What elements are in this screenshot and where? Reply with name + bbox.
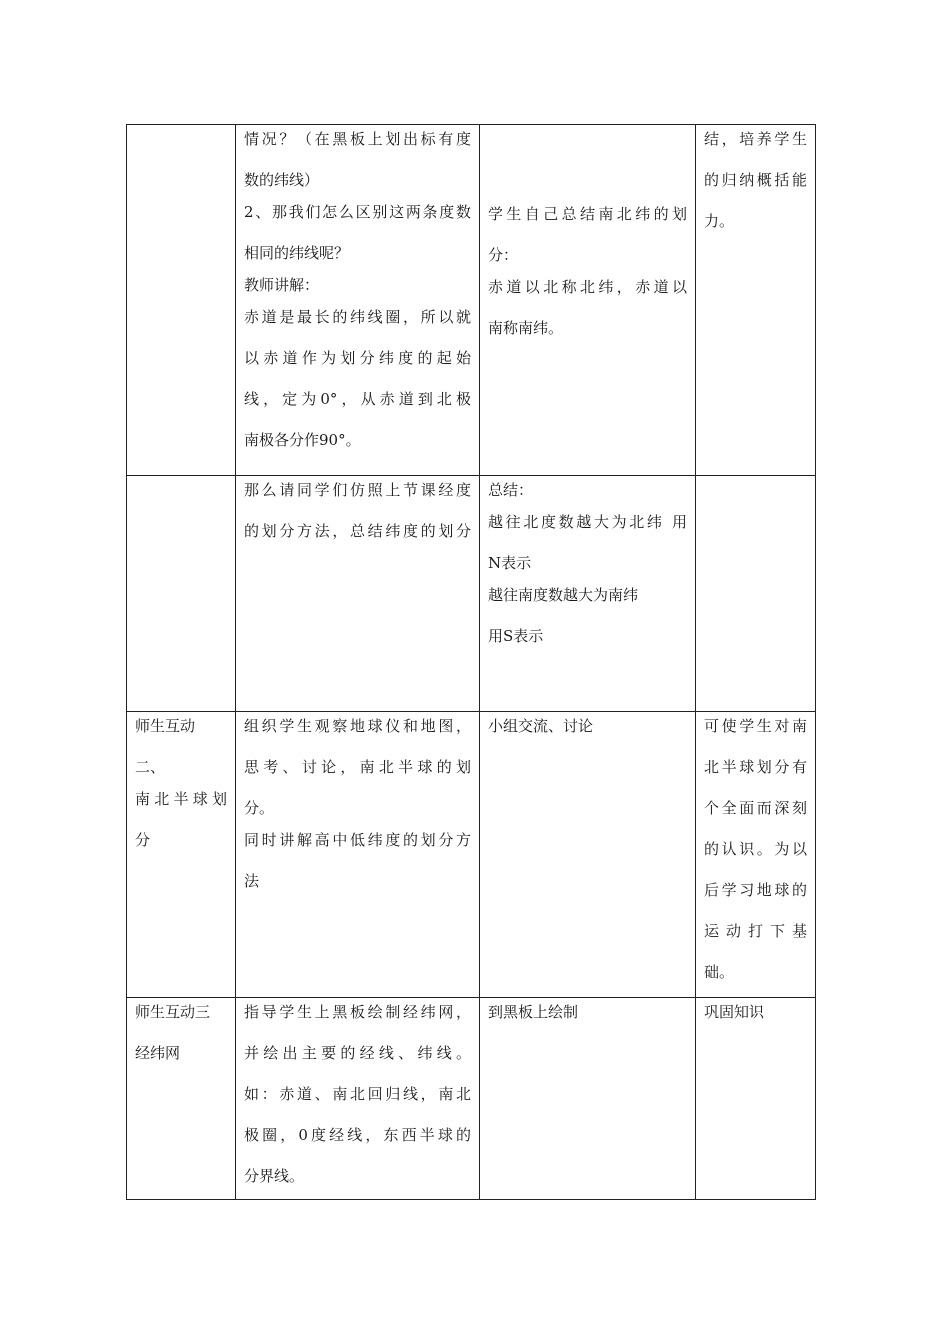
table-row [127,712,816,998]
purpose-line: 力。 [704,212,735,230]
teacher-line: 相同的纬线呢？ [244,244,350,262]
student-line: 总结： [488,481,534,499]
teacher-line: 情况？（在黑板上划出标有度 [244,130,471,148]
teacher-line: 2、那我们怎么区别这两条度数 [244,203,471,221]
student-line: 分： [488,246,519,264]
purpose-line: 后学习地球的 [704,881,807,899]
student-activity-cell [480,125,696,476]
purpose-cell [696,476,816,712]
purpose-line: 的认识。为以 [704,840,807,858]
teacher-line: 以赤道作为划分纬度的起始 [244,349,471,367]
purpose-line: 结，培养学生 [704,130,807,148]
teacher-activity-cell [236,125,480,476]
teacher-line: 那么请同学们仿照上节课经度 [244,481,471,499]
teacher-activity-cell [236,712,480,998]
student-line: 赤道以北称北纬，赤道以 [488,278,687,296]
table-row [127,125,816,476]
teacher-line: 并绘出主要的经线、纬线。 [244,1044,471,1062]
stage-line: 南北半球划 [135,790,227,808]
student-line: 用S表示 [488,627,544,645]
purpose-line: 个全面而深刻 [704,799,807,817]
student-line: 小组交流、讨论 [488,717,594,735]
purpose-cell [696,998,816,1200]
teacher-line: 同时讲解高中低纬度的划分方 [244,831,471,849]
stage-cell [127,712,236,998]
teacher-line: 南极各分作90°。 [244,431,361,449]
stage-cell [127,476,236,712]
teacher-line: 极圈，0度经线，东西半球的 [244,1126,471,1144]
teacher-line: 教师讲解： [244,276,320,294]
purpose-cell [696,125,816,476]
teacher-line: 赤道是最长的纬线圈，所以就 [244,308,471,326]
purpose-line: 础。 [704,963,735,981]
student-activity-cell [480,476,696,712]
teacher-activity-cell [236,476,480,712]
purpose-line: 的归纳概括能 [704,171,807,189]
lesson-plan-table [126,124,816,1200]
teacher-line: 分界线。 [244,1167,305,1185]
stage-cell [127,998,236,1200]
student-line: 学生自己总结南北纬的划 [488,205,687,223]
teacher-line: 的划分方法，总结纬度的划分 [244,522,471,540]
purpose-line: 可使学生对南 [704,717,807,735]
purpose-line: 运动打下基 [704,922,807,940]
student-line: 越往北度数越大为北纬 用 [488,513,687,531]
table-row [127,476,816,712]
student-line: N表示 [488,554,532,572]
purpose-line: 巩固知识 [704,1003,765,1021]
stage-line: 分 [135,831,151,849]
teacher-line: 线，定为0°，从赤道到北极 [244,390,471,408]
purpose-cell [696,712,816,998]
purpose-line: 北半球划分有 [704,758,807,776]
student-line: 南称南纬。 [488,319,564,337]
stage-line: 经纬网 [135,1044,181,1062]
teacher-line: 如：赤道、南北回归线，南北 [244,1085,471,1103]
teacher-line: 思考、讨论，南北半球的划 [244,758,471,776]
teacher-line: 数的纬线） [244,171,320,189]
stage-line: 师生互动 [135,717,196,735]
student-line: 到黑板上绘制 [488,1003,579,1021]
stage-line: 师生互动三 [135,1003,211,1021]
teacher-line: 组织学生观察地球仪和地图， [244,717,471,735]
teacher-line: 分。 [244,799,275,817]
student-line: 越往南度数越大为南纬 [488,586,639,604]
stage-line: 二、 [135,758,166,776]
student-activity-cell [480,712,696,998]
teacher-line: 指导学生上黑板绘制经纬网， [244,1003,471,1021]
student-activity-cell [480,998,696,1200]
table-row [127,998,816,1200]
teacher-activity-cell [236,998,480,1200]
stage-cell [127,125,236,476]
teacher-line: 法 [244,872,260,890]
